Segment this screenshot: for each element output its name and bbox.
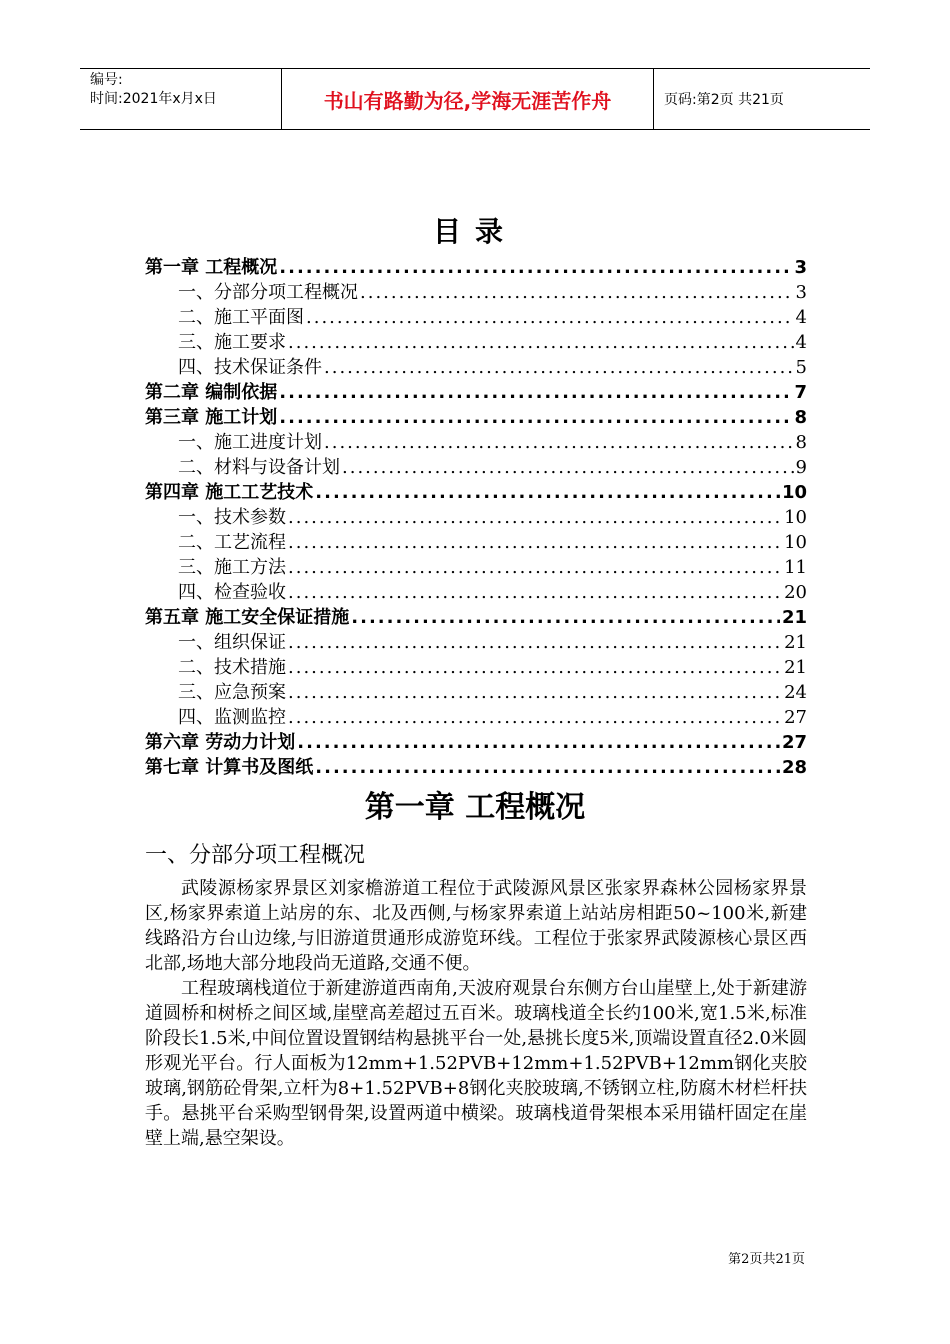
toc-section-entry[interactable] <box>145 530 807 555</box>
toc-entry-label: 一、分部分项工程概况 <box>178 282 358 303</box>
header-meta <box>80 69 282 129</box>
document-time: 时间:2021年x月x日 <box>90 91 217 107</box>
toc-leader-dots <box>288 680 782 705</box>
toc-entry-page: 3 <box>795 282 807 303</box>
toc-entry-page: 21 <box>784 632 807 653</box>
toc-entry-page: 10 <box>784 507 807 528</box>
toc-chapter-entry[interactable] <box>145 730 807 755</box>
toc-entry-label: 四、检查验收 <box>178 582 286 603</box>
toc-leader-dots <box>351 605 780 630</box>
toc-entry-label: 第四章 施工工艺技术 <box>145 482 314 503</box>
toc-leader-dots <box>279 255 792 280</box>
toc-section-entry[interactable] <box>145 505 807 530</box>
chapter-heading: 第一章 工程概况 <box>364 790 586 825</box>
toc-entry-label: 二、施工平面图 <box>178 307 304 328</box>
toc-leader-dots <box>288 655 782 680</box>
toc-chapter-entry[interactable] <box>145 255 807 280</box>
toc-entry-label: 三、应急预案 <box>178 682 286 703</box>
toc-entry-page: 7 <box>794 382 807 403</box>
toc-entry-page: 28 <box>781 757 807 778</box>
toc-entry-label: 三、施工方法 <box>178 557 286 578</box>
toc-leader-dots <box>324 355 794 380</box>
toc-leader-dots <box>288 530 782 555</box>
toc-leader-dots <box>288 705 782 730</box>
toc-entry-page: 20 <box>784 582 807 603</box>
toc-entry-page: 11 <box>784 557 807 578</box>
toc-entry-label: 二、材料与设备计划 <box>178 457 340 478</box>
toc-section-entry[interactable] <box>145 630 807 655</box>
toc-entry-page: 10 <box>784 532 807 553</box>
toc-section-entry[interactable] <box>145 280 807 305</box>
toc-entry-page: 4 <box>795 307 807 328</box>
toc-section-entry[interactable] <box>145 355 807 380</box>
header-page-info: 页码:第2页 共21页 <box>664 92 784 108</box>
paragraph: 工程玻璃栈道位于新建游道西南角,天波府观景台东侧方台山崖壁上,处于新建游道圆桥和树桥之间区域,崖壁高差超过五百米。玻璃栈道全长约100米,宽1.5米,标准阶段长1.5米,中间位置设置钢结构悬挑平台一处,悬挑长度5米,顶端设置直径2.0米圆形观光平台。行人面板为12mm+1.52PVB+12mm+1.52PVB+12mm钢化夹胶玻璃,钢筋砼骨架,立杆为8+1.52PVB+8钢化夹胶玻璃,不锈钢立柱,防腐木材栏杆扶手。悬挑平台采购型钢骨架,设置两道中横梁。玻璃栈道骨架根本采用锚杆固定在崖壁上端,悬空架设。 <box>145 978 807 1149</box>
paragraph: 武陵源杨家界景区刘家檐游道工程位于武陵源风景区张家界森林公园杨家界景区,杨家界索道上站房的东、北及西侧,与杨家界索道上站站房相距50~100米,新建线路沿方台山边缘,与旧游道贯通形成游览环线。工程位于张家界武陵源核心景区西北部,场地大部分地段尚无道路,交通不便。 <box>145 878 807 974</box>
toc-entry-page: 4 <box>795 332 807 353</box>
toc-entry-page: 8 <box>794 407 807 428</box>
toc-leader-dots <box>360 280 794 305</box>
toc-entry-page: 9 <box>795 457 807 478</box>
toc-section-entry[interactable] <box>145 330 807 355</box>
toc-title: 目录 <box>432 215 517 248</box>
toc-leader-dots <box>324 430 794 455</box>
toc-leader-dots <box>315 755 780 780</box>
toc-entry-label: 四、监测监控 <box>178 707 286 728</box>
toc-chapter-entry[interactable] <box>145 755 807 780</box>
toc-section-entry[interactable] <box>145 430 807 455</box>
toc-leader-dots <box>288 630 782 655</box>
toc-entry-label: 三、施工要求 <box>178 332 286 353</box>
toc-section-entry[interactable] <box>145 580 807 605</box>
page-header <box>80 68 870 130</box>
document-number-label: 编号: <box>90 72 123 88</box>
toc-entry-page: 24 <box>784 682 807 703</box>
toc-entry-label: 四、技术保证条件 <box>178 357 322 378</box>
toc-chapter-entry[interactable] <box>145 405 807 430</box>
toc-section-entry[interactable] <box>145 705 807 730</box>
toc-entry-label: 第一章 工程概况 <box>145 257 278 278</box>
toc-entry-page: 5 <box>795 357 807 378</box>
toc-leader-dots <box>297 730 780 755</box>
toc-entry-label: 第三章 施工计划 <box>145 407 278 428</box>
toc-leader-dots <box>342 455 794 480</box>
toc-entry-label: 第六章 劳动力计划 <box>145 732 296 753</box>
table-of-contents <box>145 255 807 780</box>
body-text <box>145 876 807 1151</box>
section-heading: 一、分部分项工程概况 <box>145 843 366 868</box>
toc-chapter-entry[interactable] <box>145 605 807 630</box>
toc-leader-dots <box>279 405 792 430</box>
toc-entry-label: 第五章 施工安全保证措施 <box>145 607 350 628</box>
toc-section-entry[interactable] <box>145 680 807 705</box>
toc-entry-page: 21 <box>784 657 807 678</box>
toc-entry-page: 27 <box>784 707 807 728</box>
toc-entry-page: 8 <box>795 432 807 453</box>
toc-leader-dots <box>288 580 782 605</box>
toc-section-entry[interactable] <box>145 305 807 330</box>
toc-section-entry[interactable] <box>145 655 807 680</box>
toc-chapter-entry[interactable] <box>145 380 807 405</box>
toc-section-entry[interactable] <box>145 555 807 580</box>
toc-leader-dots <box>315 480 780 505</box>
toc-leader-dots <box>288 330 794 355</box>
toc-entry-page: 3 <box>794 257 807 278</box>
toc-chapter-entry[interactable] <box>145 480 807 505</box>
toc-entry-label: 一、技术参数 <box>178 507 286 528</box>
toc-entry-label: 二、工艺流程 <box>178 532 286 553</box>
toc-entry-page: 27 <box>781 732 807 753</box>
toc-leader-dots <box>279 380 792 405</box>
toc-entry-label: 二、技术措施 <box>178 657 286 678</box>
toc-leader-dots <box>288 555 782 580</box>
toc-entry-label: 一、组织保证 <box>178 632 286 653</box>
toc-leader-dots <box>288 505 782 530</box>
toc-entry-label: 一、施工进度计划 <box>178 432 322 453</box>
header-motto: 书山有路勤为径,学海无涯苦作舟 <box>282 69 654 129</box>
page-footer: 第2页共21页 <box>728 1252 805 1267</box>
toc-section-entry[interactable] <box>145 455 807 480</box>
toc-entry-label: 第七章 计算书及图纸 <box>145 757 314 778</box>
toc-entry-page: 21 <box>781 607 807 628</box>
toc-entry-label: 第二章 编制依据 <box>145 382 278 403</box>
toc-leader-dots <box>306 305 794 330</box>
toc-entry-page: 10 <box>781 482 807 503</box>
